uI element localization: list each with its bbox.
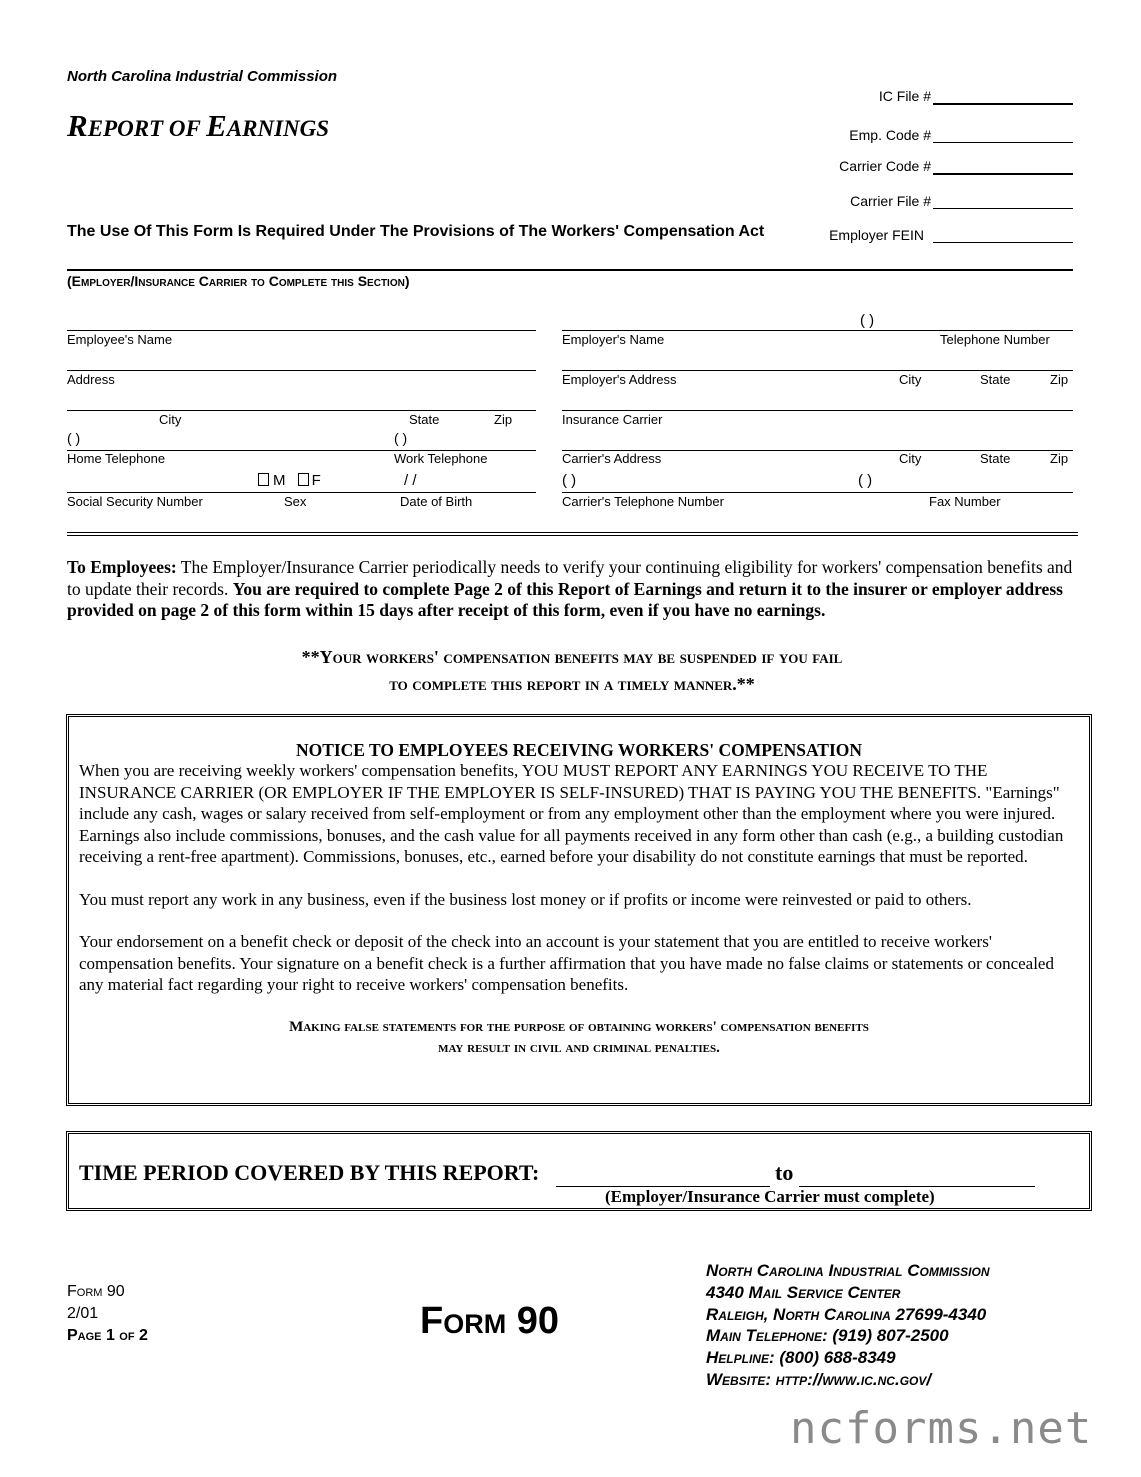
employer-fein-label: Employer FEIN [829, 227, 924, 243]
to-employees-lead: To Employees: [67, 557, 177, 577]
fax-parens: ( ) [858, 472, 873, 489]
footer-form-number: Form 90 [67, 1283, 125, 1300]
footer-form-info [67, 1281, 148, 1347]
carrier-tel-label: Carrier's Telephone Number [562, 494, 724, 509]
sex-f-label: F [311, 472, 321, 489]
sex-options [258, 472, 321, 489]
carrier-address-label: Carrier's Address [562, 451, 662, 466]
ic-file-field[interactable] [933, 103, 1073, 105]
footer-revision-date: 2/01 [67, 1305, 99, 1322]
employer-tel-parens: ( ) [860, 312, 875, 329]
employee-address-field[interactable] [67, 370, 536, 371]
employer-zip-label: Zip [1050, 372, 1069, 387]
penalty-line-2: may result in civil and criminal penalties. [438, 1039, 720, 1056]
emp-code-label: Emp. Code # [849, 127, 931, 143]
penalty-line-1: Making false statements for the purpose of obtaining workers' compensation benefits [289, 1018, 869, 1035]
employer-fein-field[interactable] [933, 242, 1073, 243]
section-divider [67, 269, 1073, 271]
to-employees-text: The Employer/Insurance Carrier periodically needs to verify your continuing eligibility for workers' compensation benefits and to update their records. [67, 557, 1073, 599]
employer-tel-label: Telephone Number [940, 332, 1050, 347]
work-tel-label: Work Telephone [394, 451, 488, 466]
carrier-file-field[interactable] [933, 208, 1073, 209]
employee-city-state-zip-field[interactable] [67, 410, 536, 411]
employee-address-label: Address [67, 372, 115, 387]
footer-address-block [706, 1260, 990, 1391]
employer-name-label: Employer's Name [562, 332, 665, 347]
ic-file-label: IC File # [878, 88, 931, 104]
time-period-note: (Employer/Insurance Carrier must complete) [605, 1187, 935, 1206]
carrier-city-label: City [899, 451, 922, 466]
sex-f-checkbox[interactable] [298, 473, 309, 486]
employer-state-label: State [980, 372, 1011, 387]
notice-paragraph-1: When you are receiving weekly workers' compensation benefits, YOU MUST REPORT ANY EARNINGS YOU RECEIVE TO THE INSURANCE CARRIER (OR EMPLOYER IF THE EMPLOYER IS SELF-INSURED) THAT IS PAYING YOU THE BENEFITS. "Earnings" include any cash, wages or salary received from self-employment or from any employment other than the employment where you were injured. Earnings also include commissions, bonuses, and the cash value for all payments received in any form other than cash (e.g., a building custodian receiving a rent-free apartment). Commissions, bonuses, etc., earned before your disability do not constitute earnings that must be reported. [79, 761, 1064, 866]
footer-address-line: Raleigh, North Carolina 27699-4340 [706, 1304, 987, 1324]
home-tel-label: Home Telephone [67, 451, 166, 466]
ssn-label: Social Security Number [67, 494, 203, 509]
employee-city-label: City [159, 412, 182, 427]
employee-state-label: State [409, 412, 440, 427]
employer-name-field[interactable] [562, 330, 1073, 331]
footer-page-number: Page 1 of 2 [67, 1327, 148, 1344]
carrier-tel-fax-field[interactable] [562, 492, 1073, 493]
warning-line-1: **Your workers' compensation benefits may be suspended if you fail [301, 647, 843, 667]
employer-city-label: City [899, 372, 922, 387]
employer-address-label: Employer's Address [562, 372, 677, 387]
insurance-carrier-field[interactable] [562, 410, 1073, 411]
footer-address-line: Main Telephone: (919) 807-2500 [706, 1326, 949, 1346]
ssn-sex-dob-field[interactable] [67, 492, 536, 493]
footer-address-line: Helpline: (800) 688-8349 [706, 1348, 896, 1368]
watermark: ncforms.net [790, 1403, 1093, 1454]
penalty-warning [79, 1017, 1079, 1059]
section-heading: (Employer/Insurance Carrier to Complete this Section) [67, 273, 410, 289]
footer-address-line: 4340 Mail Service Center [706, 1282, 901, 1302]
carrier-code-label: Carrier Code # [839, 158, 931, 174]
notice-box [66, 714, 1092, 1106]
carrier-state-label: State [980, 451, 1011, 466]
dob-label: Date of Birth [400, 494, 473, 509]
fax-label: Fax Number [929, 494, 1001, 509]
employer-address-field[interactable] [562, 370, 1073, 371]
agency-name: North Carolina Industrial Commission [67, 68, 338, 85]
time-period-to: to [775, 1160, 794, 1185]
requirement-statement: The Use Of This Form Is Required Under The Provisions of The Workers' Compensation Act [67, 223, 765, 240]
to-employees-bold: You are required to complete Page 2 of this Report of Earnings and return it to the insurer or employer address provided on page 2 of this form within 15 days after receipt of this form, even if you have no earnings. [67, 578, 1063, 620]
carrier-zip-label: Zip [1050, 451, 1069, 466]
home-tel-parens: ( ) [67, 430, 81, 446]
time-period-box [66, 1131, 1092, 1211]
employee-zip-label: Zip [494, 412, 513, 427]
carrier-code-field[interactable] [933, 173, 1073, 175]
to-employees-paragraph [67, 557, 1077, 622]
emp-code-field[interactable] [933, 142, 1073, 143]
carrier-file-label: Carrier File # [850, 193, 931, 209]
sex-m-checkbox[interactable] [258, 473, 269, 486]
employee-name-field[interactable] [67, 330, 536, 331]
notice-title: NOTICE TO EMPLOYEES RECEIVING WORKERS' COMPENSATION [295, 740, 863, 760]
suspension-warning [67, 644, 1077, 698]
double-rule [67, 532, 1078, 536]
employee-name-label: Employee's Name [67, 332, 173, 347]
footer-form-big: Form 90 [420, 1300, 560, 1342]
form-title: REPORT OF EARNINGS [67, 108, 330, 143]
insurance-carrier-label: Insurance Carrier [562, 412, 663, 427]
footer-address-line: North Carolina Industrial Commission [706, 1261, 990, 1280]
dob-slashes: / / [404, 472, 417, 489]
time-period-label: TIME PERIOD COVERED BY THIS REPORT: [79, 1160, 540, 1185]
work-tel-parens: ( ) [394, 430, 408, 446]
notice-paragraph-2: You must report any work in any business, even if the business lost money or if profits or income were reinvested or paid to others. [79, 889, 972, 909]
notice-paragraph-3: Your endorsement on a benefit check or deposit of the check into an account is your statement that you are entitled to receive workers' compensation benefits. Your signature on a benefit check is a further affirmation that you have made no false claims or statements or concealed any material fact regarding your right to receive workers' compensation benefits. [79, 932, 1054, 994]
warning-line-2: to complete this report in a timely manner.** [389, 674, 755, 694]
sex-label: Sex [284, 494, 307, 509]
carrier-tel-parens: ( ) [562, 472, 577, 489]
footer-address-line: Website: http://www.ic.nc.gov/ [706, 1369, 932, 1389]
sex-m-label: M [273, 472, 286, 489]
